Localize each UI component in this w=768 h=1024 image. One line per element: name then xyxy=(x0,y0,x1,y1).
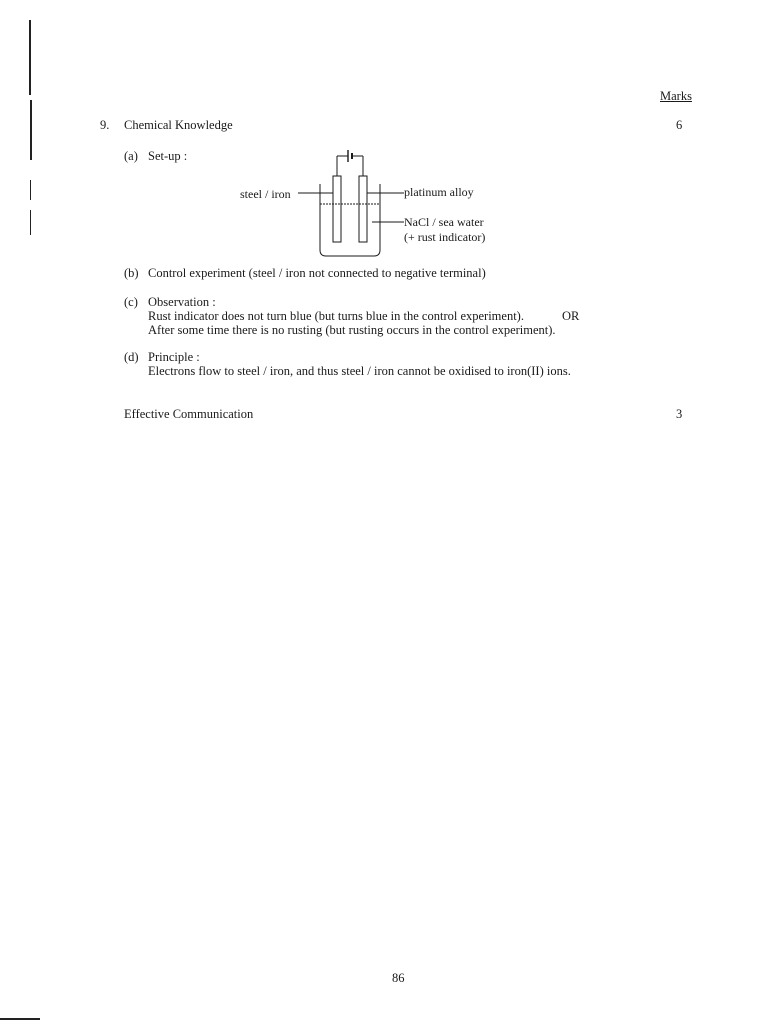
electrolysis-setup-diagram xyxy=(296,146,406,262)
part-d-label: (d) xyxy=(124,350,139,364)
scan-edge-mark xyxy=(30,210,31,235)
diagram-label-electrolyte: NaCl / sea water xyxy=(404,215,484,229)
effective-communication-label: Effective Communication xyxy=(124,407,254,421)
part-a-text: Set-up : xyxy=(148,149,188,163)
scan-edge-mark xyxy=(0,1018,40,1020)
part-c-heading: Observation : xyxy=(148,295,216,309)
beaker xyxy=(320,184,380,256)
scan-edge-mark xyxy=(29,20,31,95)
part-d-line-1: Electrons flow to steel / iron, and thus steel / iron cannot be oxidised to iron(II) ions. xyxy=(148,364,571,378)
scan-edge-mark xyxy=(30,180,31,200)
electrode-platinum-alloy xyxy=(359,176,367,242)
part-c-or: OR xyxy=(562,309,580,323)
part-b-label: (b) xyxy=(124,266,139,280)
marks-column-heading: Marks xyxy=(660,89,692,103)
part-d-heading: Principle : xyxy=(148,350,200,364)
part-c-label: (c) xyxy=(124,295,138,309)
diagram-label-steel-iron: steel / iron xyxy=(240,187,291,201)
part-c-line-1: Rust indicator does not turn blue (but turns blue in the control experiment). xyxy=(148,309,524,323)
question-marks: 6 xyxy=(676,118,683,132)
question-number: 9. xyxy=(100,118,110,132)
part-c-line-2: After some time there is no rusting (but rusting occurs in the control experiment). xyxy=(148,323,556,337)
scan-edge-mark xyxy=(30,100,32,160)
question-title: Chemical Knowledge xyxy=(124,118,233,132)
diagram-label-rust-indicator: (+ rust indicator) xyxy=(404,230,486,244)
effective-communication-marks: 3 xyxy=(676,407,683,421)
diagram-label-platinum-alloy: platinum alloy xyxy=(404,185,474,199)
electrode-steel-iron xyxy=(333,176,341,242)
part-a-label: (a) xyxy=(124,149,138,163)
part-b-text: Control experiment (steel / iron not connected to negative terminal) xyxy=(148,266,486,280)
page-number: 86 xyxy=(392,971,405,985)
